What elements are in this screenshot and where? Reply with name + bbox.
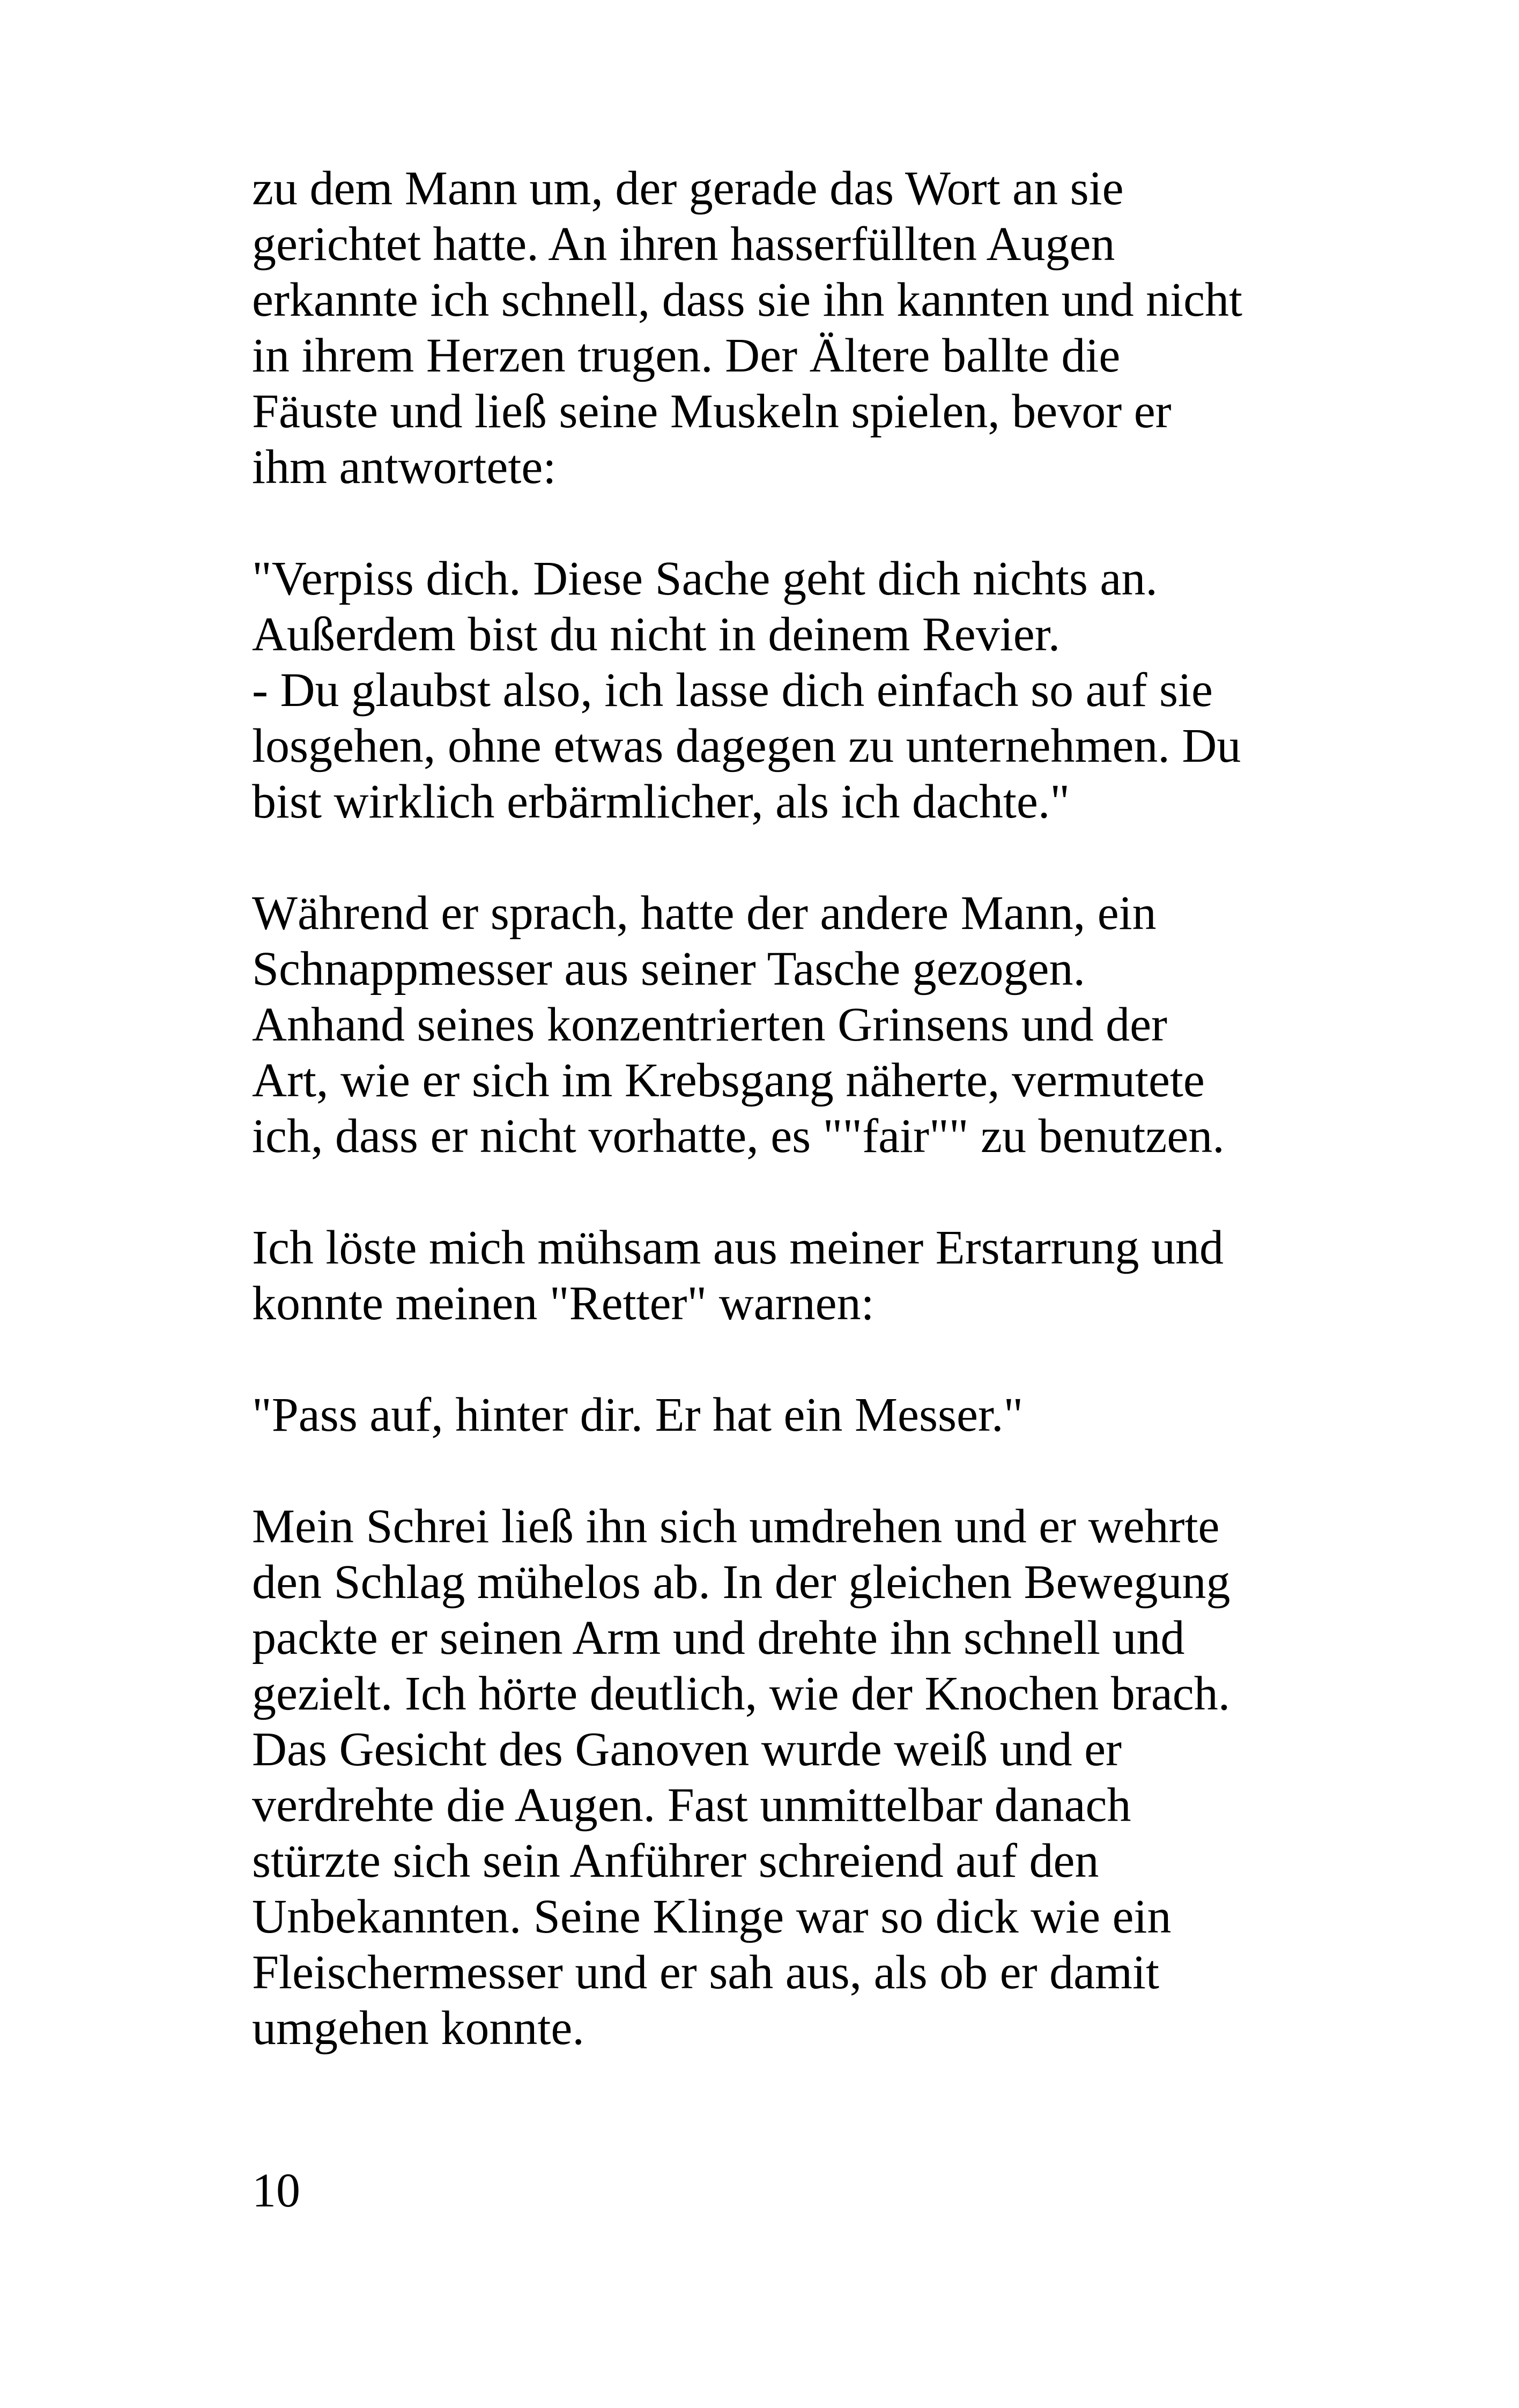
text-line: losgehen, ohne etwas dagegen zu unternehmen. Du [252,719,1241,772]
text-line: gezielt. Ich hörte deutlich, wie der Knochen brach. [252,1667,1231,1720]
text-line: Fäuste und ließ seine Muskeln spielen, bevor er [252,385,1172,438]
text-line: Ich löste mich mühsam aus meiner Erstarrung und [252,1221,1224,1274]
text-line: Unbekannten. Seine Klinge war so dick wie ein [252,1890,1172,1943]
text-line: ihm antwortete: [252,441,557,494]
page-number: 10 [252,2164,300,2217]
text-line: Außerdem bist du nicht in deinem Revier. [252,608,1061,661]
paragraph-1 [252,161,1324,495]
text-line: - Du glaubst also, ich lasse dich einfach so auf sie [252,664,1213,717]
text-line: konnte meinen "Retter" warnen: [252,1277,875,1330]
text-line: umgehen konnte. [252,2002,584,2055]
text-line: Art, wie er sich im Krebsgang näherte, vermutete [252,1054,1205,1107]
text-line: Das Gesicht des Ganoven wurde weiß und er [252,1723,1122,1776]
text-line: Anhand seines konzentrierten Grinsens und der [252,998,1168,1051]
text-line: Mein Schrei ließ ihn sich umdrehen und er wehrte [252,1500,1220,1553]
paragraph-4 [252,1220,1324,1332]
text-line: "Pass auf, hinter dir. Er hat ein Messer." [252,1388,1024,1441]
text-line: den Schlag mühelos ab. In der gleichen Bewegung [252,1556,1231,1609]
body-text [252,161,1324,2112]
text-line: Während er sprach, hatte der andere Mann, ein [252,887,1157,940]
text-line: zu dem Mann um, der gerade das Wort an sie [252,162,1124,215]
paragraph-6 [252,1499,1324,2056]
text-line: verdrehte die Augen. Fast unmittelbar danach [252,1779,1131,1832]
text-line: ich, dass er nicht vorhatte, es ""fair"" zu benutzen. [252,1110,1225,1163]
paragraph-2 [252,551,1324,830]
text-line: erkannte ich schnell, dass sie ihn kannten und nicht [252,273,1243,326]
text-line: bist wirklich erbärmlicher, als ich dachte." [252,775,1070,828]
text-line: stürzte sich sein Anführer schreiend auf den [252,1834,1099,1887]
text-line: Schnappmesser aus seiner Tasche gezogen. [252,942,1085,995]
text-line: "Verpiss dich. Diese Sache geht dich nichts an. [252,552,1158,605]
paragraph-5 [252,1387,1324,1443]
text-line: in ihrem Herzen trugen. Der Ältere ballte die [252,329,1121,382]
paragraph-3 [252,886,1324,1164]
text-line: gerichtet hatte. An ihren hasserfüllten Augen [252,218,1115,271]
text-line: Fleischermesser und er sah aus, als ob er damit [252,1946,1160,1999]
text-line: packte er seinen Arm und drehte ihn schnell und [252,1611,1185,1664]
